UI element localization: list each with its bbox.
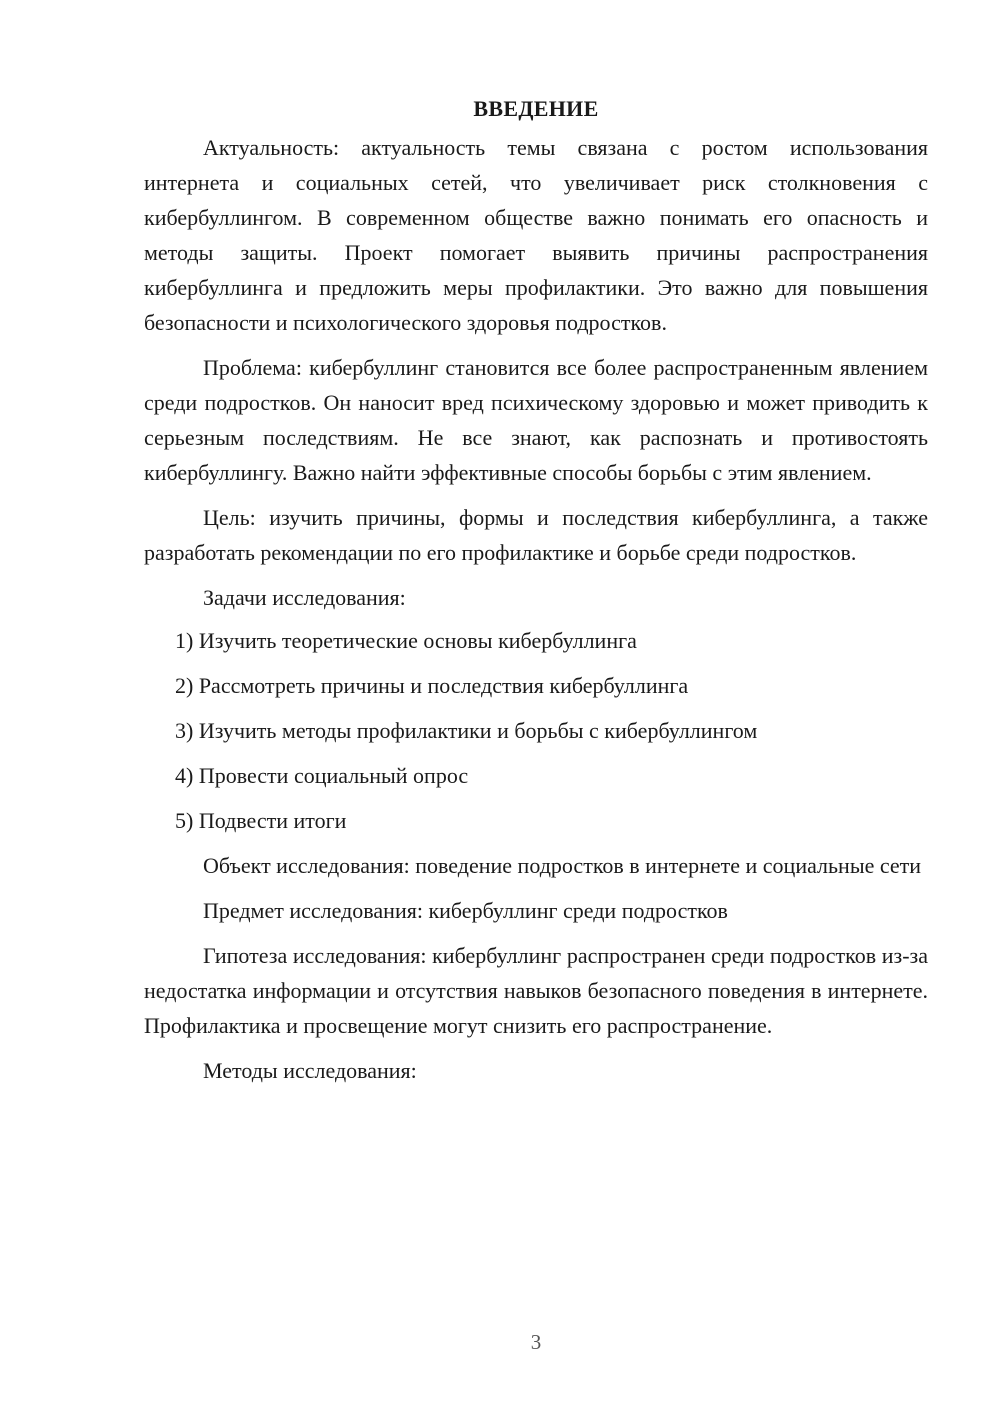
tasks-heading: Задачи исследования: [203,585,406,610]
tasks-list [144,623,928,838]
document-page [144,92,928,1098]
list-item: 4) Провести социальный опрос [175,763,469,788]
problem-paragraph: Проблема: кибербуллинг становится все более распространенным явлением среди подростков. Он наносит вред психическому здоровью и может приводить к серьезным последствиям. Не все знают, как распознать и противостоять кибербуллингу. Важно найти эффективные способы борьбы с этим явлением. [144,355,928,485]
relevance-paragraph: Актуальность: актуальность темы связана с ростом использования интернета и социальных сетей, что увеличивает риск столкновения с кибербуллингом. В современном обществе важно понимать его опасность и методы защиты. Проект помогает выявить причины распространения кибербуллинга и предложить меры профилактики. Это важно для повышения безопасности и психологического здоровья подростков. [144,135,928,335]
list-item: 2) Рассмотреть причины и последствия кибербуллинга [175,673,689,698]
methods-heading: Методы исследования: [203,1058,417,1083]
list-item: 3) Изучить методы профилактики и борьбы с кибербуллингом [175,718,758,743]
hypothesis-paragraph: Гипотеза исследования: кибербуллинг распространен среди подростков из-за недостатка информации и отсутствия навыков безопасного поведения в интернете. Профилактика и просвещение могут снизить его распространение. [144,943,928,1038]
page-number: 3 [530,1330,542,1354]
subject-paragraph: Предмет исследования: кибербуллинг среди подростков [203,898,728,923]
object-paragraph: Объект исследования: поведение подростков в интернете и социальные сети [203,853,922,878]
list-item: 5) Подвести итоги [175,808,347,833]
section-title: ВВЕДЕНИЕ [473,96,599,121]
list-item: 1) Изучить теоретические основы кибербуллинга [175,628,637,653]
goal-paragraph: Цель: изучить причины, формы и последствия кибербуллинга, а также разработать рекомендации по его профилактике и борьбе среди подростков. [144,505,928,565]
